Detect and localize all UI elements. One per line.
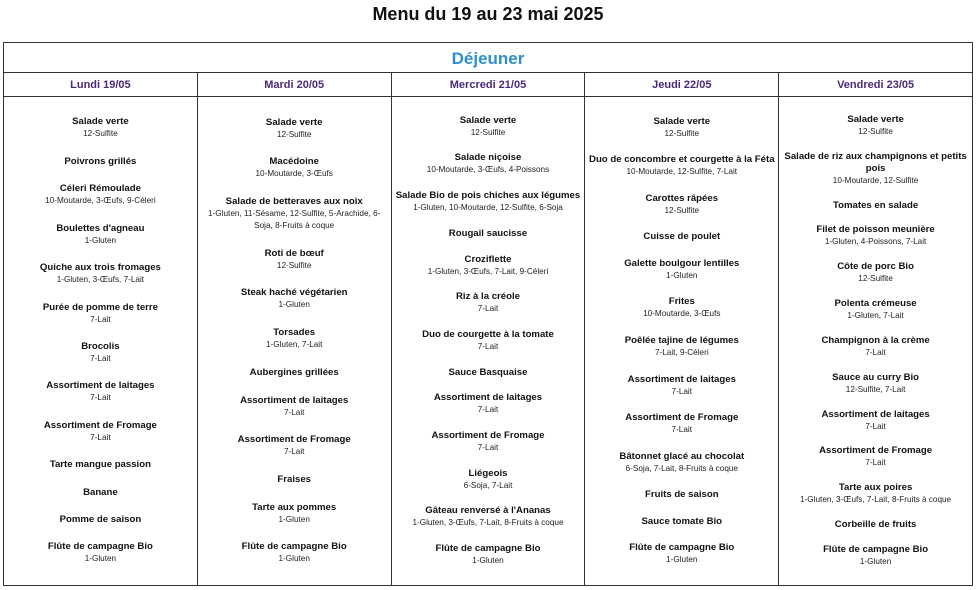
menu-item [833, 200, 918, 212]
dish-name: Fraises [277, 473, 311, 485]
dish-allergens: 1-Gluten, 3-Œufs, 7-Lait, 8-Fruits à coque [800, 495, 952, 505]
menu-item [800, 482, 951, 506]
dish-name: Assortiment de laitages [821, 408, 930, 420]
dish-name: Brocolis [81, 340, 120, 352]
menu-item [428, 254, 549, 278]
dish-name: Tarte aux poires [838, 482, 913, 494]
dish-name: Galette boulgour lentilles [624, 257, 740, 269]
dish-name: Purée de pomme de terre [42, 301, 158, 313]
dish-name: Quiche aux trois fromages [39, 262, 161, 274]
menu-item [624, 258, 739, 282]
menu-item [847, 114, 904, 138]
dish-allergens: 10-Moutarde, 3-Œufs, 9-Céleri [45, 196, 156, 206]
menu-item [628, 374, 736, 398]
menu-item [816, 224, 934, 248]
dish-name: Salade verte [72, 116, 129, 128]
menu-item [83, 487, 118, 499]
dish-name: Riz à la créole [455, 291, 520, 303]
dish-name: Assortiment de Fromage [43, 419, 157, 431]
dish-allergens: 1-Gluten [666, 555, 698, 565]
dish-allergens: 6-Soja, 7-Lait, 8-Fruits à coque [625, 463, 738, 473]
dish-name: Tomates en salade [833, 199, 919, 211]
menu-item [250, 367, 339, 379]
dish-allergens: 10-Moutarde, 3-Œufs [255, 169, 333, 179]
dish-name: Boulettes d'agneau [56, 222, 145, 234]
menu-item [435, 543, 540, 567]
dish-name: Salade de betteraves aux noix [225, 196, 363, 208]
dish-allergens: 12-Sulfite [664, 205, 700, 215]
menu-table [3, 42, 973, 586]
menu-item [45, 183, 156, 207]
dish-allergens: 1-Gluten [278, 554, 310, 564]
dish-name: Poêlée tajine de légumes [624, 334, 739, 346]
dish-name: Pomme de saison [59, 514, 142, 526]
dish-allergens: 1-Gluten, 3-Œufs, 7-Lait [56, 275, 145, 285]
dish-name: Sauce Basquaise [448, 366, 528, 378]
menu-item [40, 262, 161, 286]
menu-item [412, 505, 563, 529]
day-header-friday: Vendredi 23/05 [837, 79, 915, 91]
menu-item [44, 420, 157, 444]
dish-allergens: 1-Gluten, 10-Moutarde, 12-Sulfite, 6-Soja [413, 203, 563, 213]
menu-item [48, 541, 153, 565]
dish-allergens: 1-Gluten, 3-Œufs, 7-Lait, 9-Céleri [427, 266, 549, 276]
menu-item [464, 468, 513, 492]
menu-item [241, 287, 348, 311]
dish-allergens: 7-Lait [283, 407, 305, 417]
menu-item [434, 392, 542, 416]
menu-item [56, 223, 144, 247]
dish-name: Assortiment de Fromage [431, 430, 545, 442]
menu-item [821, 335, 929, 359]
menu-item [238, 434, 351, 458]
dish-allergens: 7-Lait [671, 425, 693, 435]
menu-item [265, 248, 324, 272]
dish-allergens: 10-Moutarde, 3-Œufs, 4-Poissons [426, 165, 550, 175]
dish-allergens: 1-Gluten [84, 235, 117, 245]
menu-item [277, 474, 311, 486]
dish-name: Frites [668, 296, 695, 308]
dish-allergens: 1-Gluten, 7-Lait [847, 311, 904, 321]
dish-name: Assortiment de Fromage [625, 412, 739, 424]
menu-item [81, 341, 119, 365]
dish-name: Flûte de campagne Bio [823, 543, 929, 555]
dish-name: Assortiment de laitages [46, 380, 155, 392]
menu-item [449, 367, 528, 379]
menu-item [50, 459, 151, 471]
menu-item [835, 519, 917, 531]
menu-item [819, 445, 932, 469]
dish-allergens: 6-Soja, 7-Lait [463, 480, 513, 490]
dish-allergens: 7-Lait [865, 347, 886, 357]
menu-item [396, 190, 580, 214]
dish-name: Flûte de campagne Bio [629, 542, 735, 554]
menu-item [46, 380, 154, 404]
menu-item [200, 196, 389, 232]
dish-allergens: 7-Lait [477, 304, 499, 314]
dish-name: Champignon à la crème [821, 334, 930, 346]
dish-allergens: 7-Lait [671, 386, 693, 396]
dish-name: Croziflette [464, 253, 512, 265]
menu-item [837, 261, 914, 285]
dish-allergens: 7-Lait [90, 314, 111, 324]
dish-allergens: 1-Gluten [84, 554, 117, 564]
dish-name: Assortiment de laitages [433, 392, 543, 404]
section-title: Déjeuner [4, 43, 972, 73]
menu-item [256, 156, 333, 180]
dish-allergens: 7-Lait [477, 443, 499, 453]
day-column-thursday [585, 97, 779, 585]
menu-item [835, 298, 917, 322]
dish-name: Salade verte [265, 116, 323, 128]
menu-item [456, 291, 520, 315]
dish-name: Assortiment de Fromage [237, 434, 351, 446]
dish-allergens: 7-Lait [283, 447, 305, 457]
dish-allergens: 12-Sulfite [276, 260, 312, 270]
dish-name: Sauce tomate Bio [641, 515, 723, 527]
dish-name: Liégeois [468, 467, 508, 479]
dish-name: Banane [83, 486, 118, 498]
dish-name: Steak haché végétarien [240, 287, 348, 299]
menu-item [449, 228, 527, 240]
dish-name: Rougail saucisse [448, 227, 528, 239]
dish-allergens: 7-Lait [865, 458, 886, 468]
menu-item [64, 156, 136, 168]
dish-name: Salade niçoise [454, 152, 522, 164]
menu-item [43, 302, 158, 326]
dish-name: Gâteau renversé à l'Ananas [425, 505, 551, 517]
menu-item [266, 117, 323, 141]
dish-allergens: 1-Gluten, 4-Poissons, 7-Lait [824, 237, 927, 247]
dish-allergens: 1-Gluten, 11-Sésame, 12-Sulfite, 5-Arachide, 6-Soja, 8-Fruits à coque [208, 209, 381, 231]
dish-name: Flûte de campagne Bio [47, 541, 153, 553]
dish-name: Sauce au curry Bio [832, 371, 920, 383]
menu-item [625, 335, 739, 359]
dish-allergens: 7-Lait [90, 393, 111, 403]
menu-item [629, 542, 734, 566]
dish-name: Assortiment de laitages [627, 373, 736, 385]
day-header-monday: Lundi 19/05 [4, 73, 198, 96]
dish-name: Cuisse de poulet [643, 231, 721, 243]
menu-item [422, 329, 554, 353]
menu-item [427, 152, 549, 176]
menu-item [460, 115, 517, 139]
dish-allergens: 1-Gluten [666, 270, 698, 280]
menu-item [266, 327, 322, 351]
dish-name: Salade de riz aux champignons et petits pois [784, 150, 967, 174]
menu-item [625, 412, 738, 436]
dish-allergens: 12-Sulfite [858, 274, 893, 284]
days-header [4, 73, 972, 97]
dish-allergens: 10-Moutarde, 3-Œufs [643, 309, 721, 319]
page-title: Menu du 19 au 23 mai 2025 [372, 4, 604, 24]
dish-name: Tarte aux pommes [252, 501, 337, 513]
day-column-tuesday [198, 97, 392, 585]
dish-name: Salade verte [459, 114, 517, 126]
dish-allergens: 12-Sulfite [858, 126, 893, 136]
dish-name: Salade verte [653, 115, 711, 127]
dish-allergens: 1-Gluten [859, 556, 892, 566]
menu-item [645, 489, 719, 501]
menu-item [242, 541, 347, 565]
menu-item [781, 151, 970, 187]
dish-allergens: 7-Lait, 9-Céleri [654, 347, 709, 357]
day-column-friday [779, 97, 972, 585]
dish-allergens: 7-Lait [90, 432, 111, 442]
dish-allergens: 12-Sulfite [276, 129, 312, 139]
menu-item [619, 451, 744, 475]
dish-name: Assortiment de laitages [240, 394, 349, 406]
menu-item [643, 231, 720, 243]
menu-item [821, 409, 929, 433]
dish-name: Filet de poisson meunière [816, 224, 935, 236]
dish-name: Céleri Rémoulade [59, 183, 141, 195]
dish-allergens: 1-Gluten [278, 514, 310, 524]
dish-name: Aubergines grillées [249, 366, 339, 378]
menu-item [823, 544, 928, 568]
dish-name: Carottes râpées [645, 192, 719, 204]
dish-name: Duo de courgette à la tomate [422, 328, 554, 340]
day-column-monday [4, 97, 198, 585]
dish-allergens: 10-Moutarde, 12-Sulfite, 7-Lait [626, 167, 738, 177]
dish-name: Poivrons grillés [64, 155, 137, 167]
menu-item [431, 430, 544, 454]
dish-name: Torsades [273, 327, 316, 339]
menu-item [60, 514, 142, 526]
dish-name: Salade verte [847, 113, 904, 125]
dish-name: Côte de porc Bio [837, 261, 914, 273]
day-column-wednesday [392, 97, 586, 585]
dish-name: Corbeille de fruits [834, 519, 917, 531]
dish-allergens: 12-Sulfite [664, 128, 700, 138]
day-header-wednesday: Mercredi 21/05 [392, 73, 586, 96]
dish-allergens: 7-Lait [865, 421, 886, 431]
menu-item [240, 395, 348, 419]
dish-allergens: 1-Gluten [472, 556, 504, 566]
dish-allergens: 1-Gluten, 7-Lait [265, 340, 323, 350]
menu-item [252, 502, 336, 526]
menu-item [832, 372, 919, 396]
day-header-tuesday: Mardi 20/05 [198, 73, 392, 96]
dish-allergens: 1-Gluten [278, 300, 310, 310]
menu-item [654, 116, 711, 140]
dish-allergens: 10-Moutarde, 12-Sulfite [832, 175, 919, 185]
dish-name: Polenta crémeuse [834, 298, 917, 310]
day-columns [4, 97, 972, 585]
dish-allergens: 7-Lait [477, 341, 499, 351]
dish-name: Assortiment de Fromage [819, 445, 933, 457]
dish-name: Fruits de saison [645, 489, 719, 501]
dish-allergens: 12-Sulfite [470, 127, 506, 137]
dish-allergens: 7-Lait [90, 353, 111, 363]
menu-item [589, 154, 775, 178]
dish-allergens: 12-Sulfite [83, 129, 118, 139]
menu-item [643, 296, 720, 320]
menu-item [646, 193, 719, 217]
dish-name: Flûte de campagne Bio [435, 543, 541, 555]
menu-item [72, 116, 129, 140]
dish-name: Salade Bio de pois chiches aux légumes [395, 190, 581, 202]
dish-name: Flûte de campagne Bio [241, 541, 347, 553]
day-header-thursday: Jeudi 22/05 [585, 73, 779, 96]
dish-name: Tarte mangue passion [49, 459, 151, 471]
dish-allergens: 1-Gluten, 3-Œufs, 7-Lait, 8-Fruits à coque [412, 518, 564, 528]
dish-name: Macédoine [269, 156, 319, 168]
dish-name: Duo de concombre et courgette à la Féta [589, 154, 775, 166]
menu-item [642, 516, 723, 528]
dish-allergens: 7-Lait [477, 405, 499, 415]
dish-name: Bâtonnet glacé au chocolat [619, 450, 745, 462]
dish-name: Roti de bœuf [264, 247, 324, 259]
dish-allergens: 12-Sulfite, 7-Lait [845, 384, 906, 394]
